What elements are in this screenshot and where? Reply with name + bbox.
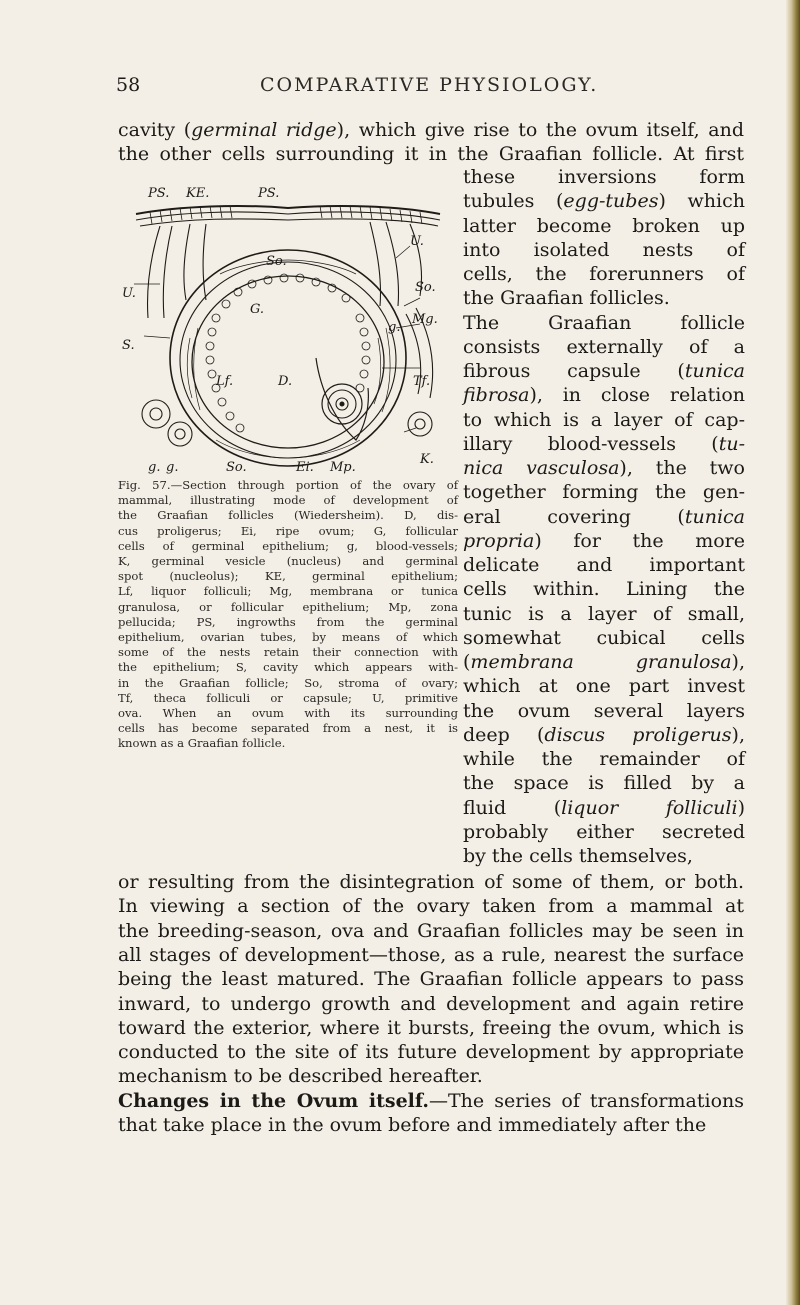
column-line — [463, 505, 745, 529]
caption-line — [118, 615, 458, 630]
text-run: , primitive — [380, 690, 458, 705]
text-run: S — [235, 660, 244, 675]
figure-label: Mp. — [330, 460, 356, 475]
text-run: membrana granulosa — [470, 651, 732, 673]
text-run: delicate and important — [463, 554, 745, 576]
ovary-section-figure — [120, 188, 456, 474]
text-run: ( — [463, 651, 471, 673]
text-run: cells of germinal epithelium; — [118, 538, 347, 553]
column-line — [463, 238, 745, 262]
column-line — [463, 674, 745, 698]
text-run: probably either secreted — [463, 820, 745, 843]
column-line — [463, 311, 745, 335]
text-run: egg-tubes — [563, 190, 659, 213]
text-run: PS — [196, 614, 212, 629]
column-line — [463, 577, 745, 601]
column-line — [463, 650, 745, 674]
caption-line — [118, 600, 458, 615]
column-line — [463, 456, 745, 480]
text-run: ), which give rise to the ovum itself, and — [336, 119, 745, 141]
text-run: somewhat cubical cells — [463, 626, 745, 649]
text-run: nica vasculosa — [463, 457, 620, 479]
caption-line — [118, 584, 458, 599]
text-run: these inversions form — [463, 166, 745, 188]
text-run: epithelium, ovarian tubes, by means of which — [118, 630, 458, 645]
text-run: eral covering ( — [463, 505, 685, 528]
column-line — [463, 480, 745, 504]
text-run: known as a Graafian follicle. — [118, 736, 286, 751]
text-run: granulosa, or follicular epithelium; — [118, 599, 389, 614]
text-run: The Graafian follicle — [463, 311, 745, 334]
column-line — [463, 553, 745, 577]
column-line — [463, 214, 745, 238]
caption-line — [118, 569, 458, 584]
column-line — [463, 796, 745, 820]
text-run: inward, to undergo growth and development and again retire — [118, 992, 744, 1015]
text-run: KE — [264, 569, 283, 584]
text-run: , cavity which appears with- — [243, 660, 458, 675]
body-line — [118, 1113, 744, 1137]
page-edge — [786, 0, 800, 1305]
figure-label: So. — [415, 280, 436, 295]
page-number: 58 — [116, 74, 141, 96]
text-run: mechanism to be described hereafter. — [118, 1065, 483, 1088]
text-run: , liquor folliculi; — [129, 584, 270, 599]
text-run: conducted to the site of its future development by appropriate — [118, 1041, 744, 1064]
text-run: , theca folliculi or capsule; — [129, 690, 373, 705]
text-run: G — [373, 523, 383, 538]
column-line — [463, 626, 745, 650]
figure-caption — [118, 478, 458, 752]
running-head: COMPARATIVE PHYSIOLOGY. — [260, 74, 599, 96]
column-line — [463, 359, 745, 383]
text-run: fibrosa — [463, 384, 530, 407]
column-line — [463, 408, 745, 432]
text-run: the ovum several layers — [463, 699, 745, 722]
figure-label: U. — [410, 234, 424, 249]
text-run: to which is a layer of cap- — [463, 408, 745, 431]
body-line — [118, 992, 744, 1016]
text-run: , germinal epithelium; — [282, 569, 458, 584]
text-run: ), in close relation — [529, 384, 745, 407]
text-run: or resulting from the disintegration of some of them, or both. — [118, 871, 744, 893]
text-run: ) — [737, 796, 745, 819]
body-line — [118, 894, 744, 918]
figure-label: Ei. — [296, 460, 314, 475]
text-run: In viewing a section of the ovary taken from a mammal at — [118, 895, 744, 918]
column-line — [463, 529, 745, 553]
text-run: tunica — [684, 360, 745, 382]
text-run: germinal ridge — [191, 119, 337, 141]
text-run: ), the two — [619, 457, 745, 479]
figure-label: PS. — [258, 186, 280, 201]
column-line — [463, 383, 745, 407]
figure-label: U. — [122, 286, 136, 301]
column-line — [463, 432, 745, 456]
text-run: latter become broken up — [463, 214, 745, 237]
text-run: together forming the gen- — [463, 481, 745, 504]
text-run: g — [346, 538, 355, 553]
text-run: propria — [463, 529, 535, 552]
text-run: the breeding-season, ova and Graafian follicles may be seen in — [118, 919, 744, 942]
text-run: Mg — [269, 584, 289, 599]
caption-line — [118, 508, 458, 523]
caption-line — [118, 691, 458, 706]
text-run: tu- — [718, 432, 745, 455]
text-run: Ei — [240, 523, 253, 538]
column-line — [463, 165, 745, 189]
caption-line — [118, 630, 458, 645]
text-run: cus proligerus; — [118, 523, 241, 538]
figure-label: Tf. — [413, 374, 431, 389]
text-run: illary blood-vessels ( — [463, 432, 719, 455]
text-run: cells has become separated from a nest, it is — [118, 721, 458, 736]
text-run: cells within. Lining the — [463, 578, 745, 601]
column-line — [463, 335, 745, 359]
text-run: mammal, illustrating mode of development of — [118, 493, 458, 508]
figure-label: PS. — [148, 186, 170, 201]
text-run: tubules ( — [463, 190, 564, 213]
text-run: , zona — [407, 599, 458, 614]
text-run: , blood-vessels; — [354, 538, 458, 553]
figure-label: Mg. — [412, 312, 438, 327]
text-run: , dis- — [413, 508, 458, 523]
column-line — [463, 747, 745, 771]
caption-line — [118, 478, 458, 493]
body-line — [118, 1089, 744, 1113]
ovary-section-illustration — [120, 188, 456, 474]
text-run: that take place in the ovum before and immediately after the — [118, 1114, 707, 1136]
text-run: being the least matured. The Graafian follicle appears to pass — [118, 968, 744, 991]
column-line — [463, 286, 745, 310]
intro-line — [118, 142, 744, 166]
text-run: U — [372, 690, 381, 705]
body-line — [118, 967, 744, 991]
text-run: , germinal vesicle (nucleus) and germinal — [126, 554, 458, 569]
text-run: tunic is a layer of small, — [463, 602, 745, 625]
figure-label: KE. — [186, 186, 210, 201]
caption-line — [118, 660, 458, 675]
caption-line — [118, 736, 458, 751]
caption-line — [118, 554, 458, 569]
text-run: ), — [731, 651, 745, 673]
text-run: liquor folliculi — [561, 796, 738, 819]
text-run: Tf — [118, 690, 130, 705]
text-run: —The series of transformations — [428, 1089, 744, 1112]
column-line — [463, 189, 745, 213]
figure-label: g. — [388, 320, 401, 335]
column-line — [463, 820, 745, 844]
text-run: Mp — [388, 599, 408, 614]
intro-line — [118, 118, 744, 142]
body-line — [118, 919, 744, 943]
text-run: D — [404, 508, 414, 523]
text-run: fluid ( — [463, 796, 562, 819]
caption-line — [118, 539, 458, 554]
figure-label: K. — [420, 452, 434, 467]
text-run: consists externally of a — [463, 335, 745, 358]
text-run: all stages of development—those, as a rule, nearest the surface — [118, 943, 744, 966]
column-line — [463, 723, 745, 747]
text-run: , ingrowths from the germinal — [211, 614, 458, 629]
body-line — [118, 943, 744, 967]
caption-line — [118, 676, 458, 691]
figure-label: D. — [278, 374, 293, 389]
body-line — [118, 870, 744, 894]
text-run: , membrana or tunica — [288, 584, 459, 599]
text-run: ) for the more — [534, 529, 745, 552]
text-run: the space is filled by a — [463, 772, 745, 795]
text-run: toward the exterior, where it bursts, freeing the ovum, which is — [118, 1016, 744, 1039]
figure-label: So. — [266, 254, 287, 269]
body-line — [118, 1064, 744, 1088]
column-line — [463, 262, 745, 286]
text-run: , follicular — [382, 523, 458, 538]
text-run: which at one part invest — [463, 675, 745, 698]
figure-label: S. — [122, 338, 135, 353]
text-run: cells, the forerunners of — [463, 263, 745, 285]
figure-label: Lf. — [216, 374, 234, 389]
text-run: in the Graafian follicle; — [118, 675, 305, 690]
column-line — [463, 699, 745, 723]
text-run: Changes in the Ovum itself. — [118, 1089, 429, 1112]
text-run: the Graafian follicles. — [463, 287, 670, 310]
caption-line — [118, 524, 458, 539]
figure-label: g. — [166, 460, 179, 475]
column-line — [463, 771, 745, 795]
text-run: Lf — [118, 584, 130, 599]
caption-line — [118, 493, 458, 508]
text-run: the other cells surrounding it in the Graafian follicle. At first — [118, 143, 744, 166]
body-line — [118, 1040, 744, 1064]
text-run: ) which — [658, 190, 745, 213]
caption-line — [118, 706, 458, 721]
column-line — [463, 602, 745, 626]
text-run: cavity ( — [118, 119, 192, 141]
text-run: some of the nests retain their connection with — [118, 645, 458, 660]
text-run: fibrous capsule ( — [463, 360, 685, 382]
text-run: , ripe ovum; — [253, 523, 374, 538]
text-run: by the cells themselves, — [463, 845, 693, 867]
body-line — [118, 1016, 744, 1040]
figure-label: g. — [148, 460, 161, 475]
text-run: ), — [731, 723, 745, 746]
text-run: pellucida; — [118, 614, 197, 629]
text-run: , stroma of ovary; — [319, 675, 458, 690]
text-run: deep ( — [463, 723, 545, 746]
text-run: K — [118, 554, 127, 569]
text-run: the epithelium; — [118, 660, 236, 675]
caption-line — [118, 721, 458, 736]
text-run: So — [304, 675, 320, 690]
text-run: the Graafian follicles (Wiedersheim). — [118, 508, 405, 523]
figure-label: So. — [226, 460, 247, 475]
caption-line — [118, 645, 458, 660]
text-run: tunica — [684, 505, 745, 528]
text-run: ova. When an ovum with its surrounding — [118, 706, 458, 721]
text-run: while the remainder of — [463, 748, 745, 770]
text-run: spot (nucleolus); — [118, 569, 265, 584]
text-run: discus proligerus — [544, 723, 732, 746]
text-run: into isolated nests of — [463, 238, 745, 261]
column-line — [463, 844, 745, 868]
figure-label: G. — [250, 302, 265, 317]
text-run: Fig. 57.—Section through portion of the ovary of — [118, 478, 458, 492]
